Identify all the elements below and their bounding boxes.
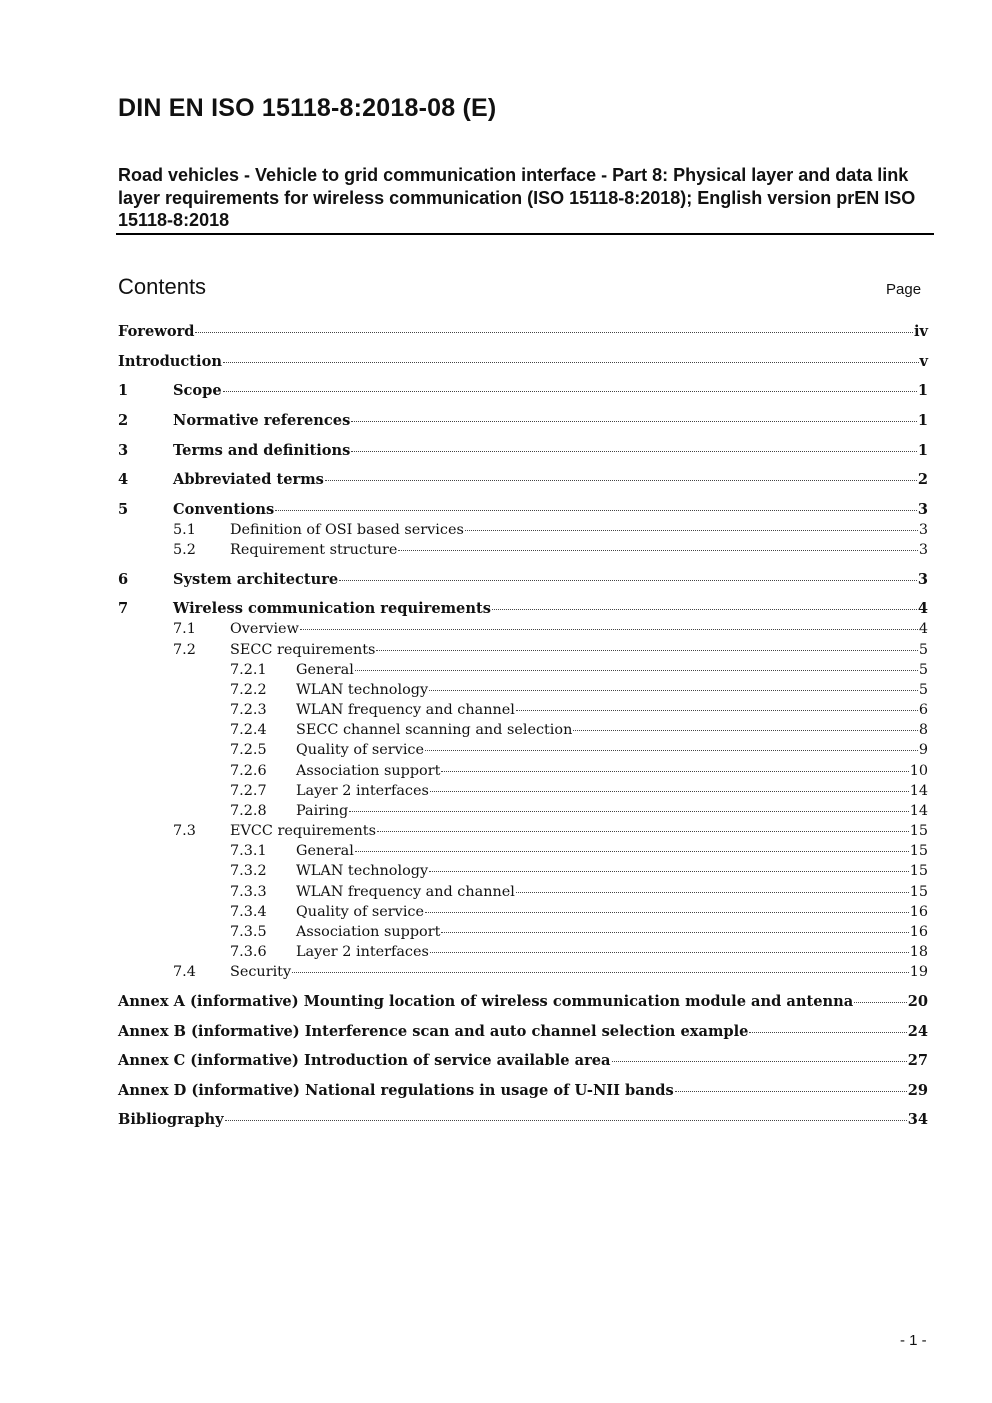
toc-entry[interactable] (118, 441, 928, 461)
toc-entry-number: 4 (118, 471, 129, 488)
toc-dot-leader (351, 421, 917, 422)
toc-entry-title: Quality of service (296, 904, 424, 920)
toc-entry-page: 3 (918, 522, 928, 538)
toc-entry-page: 8 (918, 722, 928, 738)
toc-entry-page: 5 (918, 682, 928, 698)
toc-entry-number: 7.2.4 (230, 722, 267, 738)
toc-entry[interactable] (230, 882, 928, 902)
toc-entry-title: Scope (173, 382, 222, 399)
document-id: DIN EN ISO 15118-8:2018-08 (E) (118, 94, 497, 122)
toc-entry-page: 18 (909, 944, 928, 960)
toc-entry[interactable] (230, 700, 928, 720)
toc-entry[interactable] (118, 1022, 928, 1042)
toc-entry-page: 20 (907, 993, 928, 1010)
toc-entry-page: 14 (909, 803, 928, 819)
toc-entry-page: v (919, 353, 928, 370)
toc-entry-number: 7.3.4 (230, 904, 267, 920)
toc-entry-page: 19 (909, 964, 928, 980)
toc-entry[interactable] (173, 619, 928, 639)
toc-entry-title: SECC requirements (230, 642, 376, 658)
toc-entry-page: 1 (917, 382, 928, 399)
toc-entry-title: Pairing (296, 803, 349, 819)
toc-entry[interactable] (230, 680, 928, 700)
toc-entry-page: 5 (918, 662, 928, 678)
toc-entry-title: Layer 2 interfaces (296, 944, 429, 960)
toc-entry-title: Security (230, 964, 292, 980)
toc-dot-leader (425, 912, 909, 913)
toc-entry-title: WLAN frequency and channel (296, 702, 515, 718)
toc-entry[interactable] (230, 660, 928, 680)
toc-entry-number: 7.3.1 (230, 843, 267, 859)
toc-entry-number: 7.2 (173, 642, 196, 658)
toc-entry-number: 7.3.3 (230, 884, 267, 900)
document-title: Road vehicles - Vehicle to grid communication interface - Part 8: Physical layer and data link layer requirements for wireless communication (ISO 15118-8:2018); English version prEN ISO 15118-8:2018 (118, 165, 916, 230)
toc-entry-number: 5.1 (173, 522, 196, 538)
toc-entry[interactable] (230, 861, 928, 881)
toc-entry-number: 5 (118, 501, 129, 518)
toc-entry-page: 3 (917, 501, 928, 518)
toc-dot-leader (195, 332, 913, 333)
toc-entry-title: Definition of OSI based services (230, 522, 464, 538)
toc-entry-page: 34 (907, 1111, 928, 1128)
toc-entry[interactable] (230, 902, 928, 922)
toc-entry-title: Requirement structure (230, 542, 398, 558)
toc-entry-page: 16 (909, 904, 928, 920)
toc-entry-number: 7.2.5 (230, 742, 267, 758)
toc-dot-leader (292, 972, 909, 973)
toc-dot-leader (377, 831, 909, 832)
toc-entry-title: General (296, 843, 354, 859)
contents-heading: Contents (118, 274, 207, 299)
toc-entry-number: 7.4 (173, 964, 196, 980)
toc-entry[interactable] (230, 841, 928, 861)
toc-entry[interactable] (230, 801, 928, 821)
toc-entry-page: 16 (909, 924, 928, 940)
toc-dot-leader (430, 952, 909, 953)
toc-dot-leader (225, 1120, 907, 1121)
toc-entry[interactable] (173, 520, 928, 540)
toc-entry[interactable] (118, 1110, 928, 1130)
page-column-label: Page (886, 281, 922, 298)
toc-entry-title: SECC channel scanning and selection (296, 722, 573, 738)
toc-entry[interactable] (173, 821, 928, 841)
toc-dot-leader (398, 550, 917, 551)
toc-entry-title: Bibliography (118, 1111, 224, 1128)
toc-dot-leader (465, 530, 918, 531)
toc-entry[interactable] (118, 352, 928, 372)
toc-dot-leader (339, 580, 917, 581)
toc-entry-title: Annex D (informative) National regulations in usage of U-NII bands (118, 1082, 674, 1099)
toc-dot-leader (425, 750, 918, 751)
toc-entry-title: Annex B (informative) Interference scan and auto channel selection example (118, 1023, 749, 1040)
toc-dot-leader (516, 710, 918, 711)
toc-dot-leader (300, 629, 918, 630)
toc-entry-page: 3 (918, 542, 928, 558)
toc-entry[interactable] (230, 740, 928, 760)
toc-entry-page: 9 (918, 742, 928, 758)
toc-dot-leader (429, 690, 918, 691)
toc-entry-page: 2 (917, 471, 928, 488)
toc-entry-title: Association support (296, 763, 441, 779)
toc-entry-title: EVCC requirements (230, 823, 376, 839)
toc-dot-leader (430, 791, 909, 792)
toc-entry-number: 7.3.2 (230, 863, 267, 879)
toc-dot-leader (355, 670, 918, 671)
toc-entry-title: Association support (296, 924, 441, 940)
toc-entry-number: 7.2.3 (230, 702, 267, 718)
toc-entry[interactable] (173, 640, 928, 660)
toc-entry-page: 14 (909, 783, 928, 799)
toc-entry[interactable] (118, 470, 928, 490)
toc-entry[interactable] (230, 942, 928, 962)
toc-entry-number: 2 (118, 412, 129, 429)
title-divider (116, 233, 934, 235)
toc-entry-page: 4 (917, 600, 928, 617)
toc-entry[interactable] (230, 781, 928, 801)
toc-entry[interactable] (173, 962, 928, 982)
toc-dot-leader (516, 892, 909, 893)
toc-entry-page: 24 (907, 1023, 928, 1040)
toc-dot-leader (223, 391, 917, 392)
toc-entry-page: iv (913, 323, 928, 340)
toc-entry-title: Conventions (173, 501, 275, 518)
toc-entry[interactable] (118, 1051, 928, 1071)
toc-entry-number: 7.2.1 (230, 662, 267, 678)
toc-entry-title: WLAN frequency and channel (296, 884, 515, 900)
toc-dot-leader (573, 730, 917, 731)
toc-entry-title: Annex C (informative) Introduction of service available area (118, 1052, 611, 1069)
toc-entry-number: 7.2.8 (230, 803, 267, 819)
toc-entry-title: System architecture (173, 571, 339, 588)
toc-entry-title: WLAN technology (296, 682, 429, 698)
toc-dot-leader (441, 932, 908, 933)
toc-entry[interactable] (173, 540, 928, 560)
toc-entry-page: 3 (917, 571, 928, 588)
toc-entry-number: 7.2.2 (230, 682, 267, 698)
toc-dot-leader (275, 510, 917, 511)
toc-entry-title: Overview (230, 621, 299, 637)
toc-dot-leader (429, 871, 909, 872)
toc-entry[interactable] (118, 322, 928, 342)
toc-entry[interactable] (118, 992, 928, 1012)
toc-entry[interactable] (118, 1081, 928, 1101)
toc-entry-number: 5.2 (173, 542, 196, 558)
toc-entry[interactable] (230, 761, 928, 781)
toc-entry-title: Abbreviated terms (173, 471, 324, 488)
toc-entry-page: 27 (907, 1052, 928, 1069)
toc-dot-leader (675, 1091, 907, 1092)
toc-entry-title: Terms and definitions (173, 442, 351, 459)
toc-entry-page: 29 (907, 1082, 928, 1099)
toc-entry[interactable] (118, 411, 928, 431)
toc-entry-page: 15 (909, 884, 928, 900)
toc-entry-title: Quality of service (296, 742, 424, 758)
toc-entry-title: Annex A (informative) Mounting location of wireless communication module and antenna (118, 993, 854, 1010)
toc-entry-page: 10 (909, 763, 928, 779)
toc-entry-title: WLAN technology (296, 863, 429, 879)
page-number: - 1 - (900, 1332, 927, 1349)
toc-entry-number: 7.2.7 (230, 783, 267, 799)
toc-entry-page: 4 (918, 621, 928, 637)
toc-dot-leader (351, 451, 916, 452)
toc-entry-number: 7.3.6 (230, 944, 267, 960)
toc-entry-page: 1 (917, 442, 928, 459)
toc-entry[interactable] (118, 599, 928, 619)
toc-entry-number: 7.3 (173, 823, 196, 839)
toc-dot-leader (854, 1002, 907, 1003)
toc-entry-title: Layer 2 interfaces (296, 783, 429, 799)
toc-dot-leader (349, 811, 909, 812)
toc-entry-number: 7.2.6 (230, 763, 267, 779)
toc-entry-page: 15 (909, 843, 928, 859)
toc-entry-page: 15 (909, 863, 928, 879)
toc-entry-title: General (296, 662, 354, 678)
toc-dot-leader (325, 480, 917, 481)
toc-dot-leader (376, 650, 917, 651)
toc-entry-page: 5 (918, 642, 928, 658)
toc-entry-number: 3 (118, 442, 129, 459)
toc-dot-leader (749, 1032, 906, 1033)
toc-entry-page: 15 (909, 823, 928, 839)
toc-entry-page: 1 (917, 412, 928, 429)
toc-entry[interactable] (230, 922, 928, 942)
toc-entry-number: 7.3.5 (230, 924, 267, 940)
toc-entry-number: 1 (118, 382, 129, 399)
toc-entry[interactable] (230, 720, 928, 740)
toc-entry[interactable] (118, 381, 928, 401)
toc-entry-number: 6 (118, 571, 129, 588)
toc-entry-title: Introduction (118, 353, 222, 370)
toc-entry[interactable] (118, 500, 928, 520)
toc-entry[interactable] (118, 570, 928, 590)
toc-entry-title: Normative references (173, 412, 351, 429)
toc-dot-leader (612, 1061, 907, 1062)
toc-entry-title: Foreword (118, 323, 195, 340)
toc-dot-leader (355, 851, 909, 852)
toc-dot-leader (492, 609, 917, 610)
toc-entry-number: 7.1 (173, 621, 196, 637)
toc-dot-leader (223, 362, 919, 363)
toc-dot-leader (441, 771, 908, 772)
toc-entry-page: 6 (918, 702, 928, 718)
toc-entry-title: Wireless communication requirements (173, 600, 491, 617)
toc-entry-number: 7 (118, 600, 129, 617)
